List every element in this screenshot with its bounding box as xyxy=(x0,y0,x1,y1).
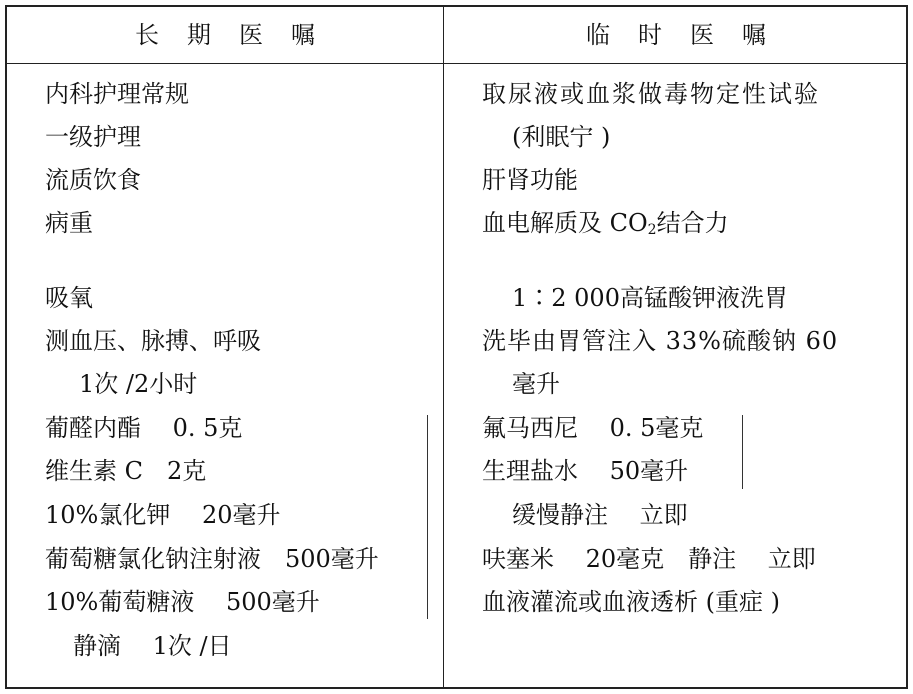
temporary-order: 呋塞米 20毫克 静注 立即 xyxy=(482,545,816,573)
long-term-order: 一级护理 xyxy=(45,123,141,151)
long-term-order: 测血压、脉搏、呼吸 xyxy=(45,327,261,355)
long-term-order: 病重 xyxy=(45,209,93,237)
temporary-order: 血液灌流或血液透析 (重症 ) xyxy=(482,588,780,616)
long-term-order: 维生素 C 2克 xyxy=(45,457,207,485)
header-temporary: 临 时 医 嘱 xyxy=(586,21,766,49)
long-term-order: 吸氧 xyxy=(45,284,93,312)
header-divider xyxy=(7,63,906,64)
temporary-order: 氟马西尼 0. 5毫克 xyxy=(482,414,704,442)
temporary-order: 血电解质及 $CO_2$结合力 xyxy=(482,209,729,238)
long-term-order: 内科护理常规 xyxy=(45,80,189,108)
long-term-order: 流质饮食 xyxy=(45,166,141,194)
temporary-order: 洗毕由胃管注入 33%硫酸钠 60 xyxy=(482,327,839,355)
long-term-order: 葡醛内酯 0. 5克 xyxy=(45,414,243,442)
temporary-order: 缓慢静注 立即 xyxy=(512,501,688,529)
injection-group-bracket xyxy=(742,415,743,489)
long-term-order: 静滴 1次 /日 xyxy=(73,632,232,660)
long-term-order: 10%氯化钾 20毫升 xyxy=(45,501,281,529)
column-divider xyxy=(443,7,444,687)
infusion-group-bracket xyxy=(427,415,428,619)
long-term-order: 10%葡萄糖液 500毫升 xyxy=(45,588,320,616)
temporary-order: 生理盐水 50毫升 xyxy=(482,457,689,485)
temporary-order: (利眠宁 ) xyxy=(512,123,611,151)
temporary-order: 取尿液或血浆做毒物定性试验 xyxy=(482,80,820,108)
long-term-order: 1次 /2小时 xyxy=(79,370,198,398)
temporary-order: 肝肾功能 xyxy=(482,166,578,194)
header-long-term: 长 期 医 嘱 xyxy=(135,21,315,49)
long-term-order: 葡萄糖氯化钠注射液 500毫升 xyxy=(45,545,379,573)
temporary-order: 1∶2 000高锰酸钾液洗胃 xyxy=(512,284,788,312)
temporary-order: 毫升 xyxy=(512,370,560,398)
orders-table xyxy=(5,5,908,689)
